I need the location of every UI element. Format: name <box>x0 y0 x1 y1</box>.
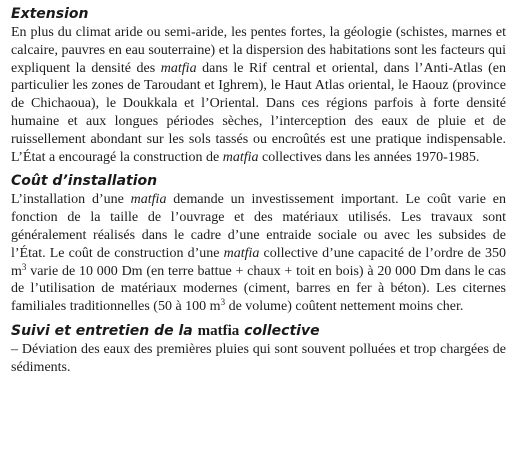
heading-term-matfia: matfia <box>197 322 240 339</box>
text-run: varie de 10 000 Dm (en terre battue + chaux + toit en bois) à 20 000 Dm dans le cas de l’utilisation de matériaux modernes (ciment, barres en fer à béton). Les citernes familiales traditionnelles (50 à 100 m <box>11 263 506 315</box>
heading-part: collective <box>239 322 320 339</box>
section-suivi-entretien <box>11 322 506 377</box>
term-matfia: matfia <box>160 60 197 76</box>
section-heading-suivi <box>11 322 506 341</box>
section-heading-extension: Extension <box>11 6 89 22</box>
superscript-cube: 3 <box>21 261 27 272</box>
text-run: dans le Rif central et oriental, dans l’Anti-Atlas (en particulier les zones de Taroudant et Ighrem), le Haut Atlas oriental, le Haouz (province de Chichaoua), le Doukkala et l’Oriental. Dans ces régions parfois à forte densité humaine et aux longues périodes sèches, l’interception des eaux de pluie et de ruissellement abondant sur les sols tassés ou encroûtés est une pratique indispensable. L’État a encouragé la construction de <box>11 60 506 165</box>
text-run: L’installation d’une <box>11 192 131 208</box>
term-matfia: matfia <box>130 192 167 208</box>
heading-part: Suivi et entretien de la <box>11 322 198 339</box>
section-cout-installation <box>11 172 506 316</box>
text-run: de volume) coûtent nettement moins cher. <box>225 299 464 315</box>
text-run: En plus du climat aride ou semi-aride, les pentes fortes, la géologie (schistes, marnes et calcaire, pauvres en eau souterraine) et la dispersion des habitations sont les facteurs qui expliquent la densité des <box>11 25 506 76</box>
term-matfia: matfia <box>222 149 259 165</box>
superscript-cube: 3 <box>220 297 226 308</box>
text-run: collectives dans les années 1970-1985. <box>258 149 480 165</box>
paragraph-cout <box>11 191 506 316</box>
paragraph-extension <box>11 24 506 166</box>
section-extension <box>11 5 506 166</box>
section-heading-cout: Coût d’installation <box>11 173 158 190</box>
text-run: collective d’une capacité de l’ordre de 350 m <box>11 245 506 279</box>
term-matfia: matfia <box>223 245 260 261</box>
document-page <box>11 5 506 383</box>
text-run: demande un investissement important. Le coût varie en fonction de la taille de l’ouvrage et des matériaux utilisés. Les travaux sont généralement réalisés dans le cadre d’une entraide sociale ou avec les subsides de l’État. Le coût de construction d’une <box>11 192 506 261</box>
paragraph-suivi: – Déviation des eaux des premières pluies qui sont souvent polluées et trop chargées de sédiments. <box>11 341 506 375</box>
